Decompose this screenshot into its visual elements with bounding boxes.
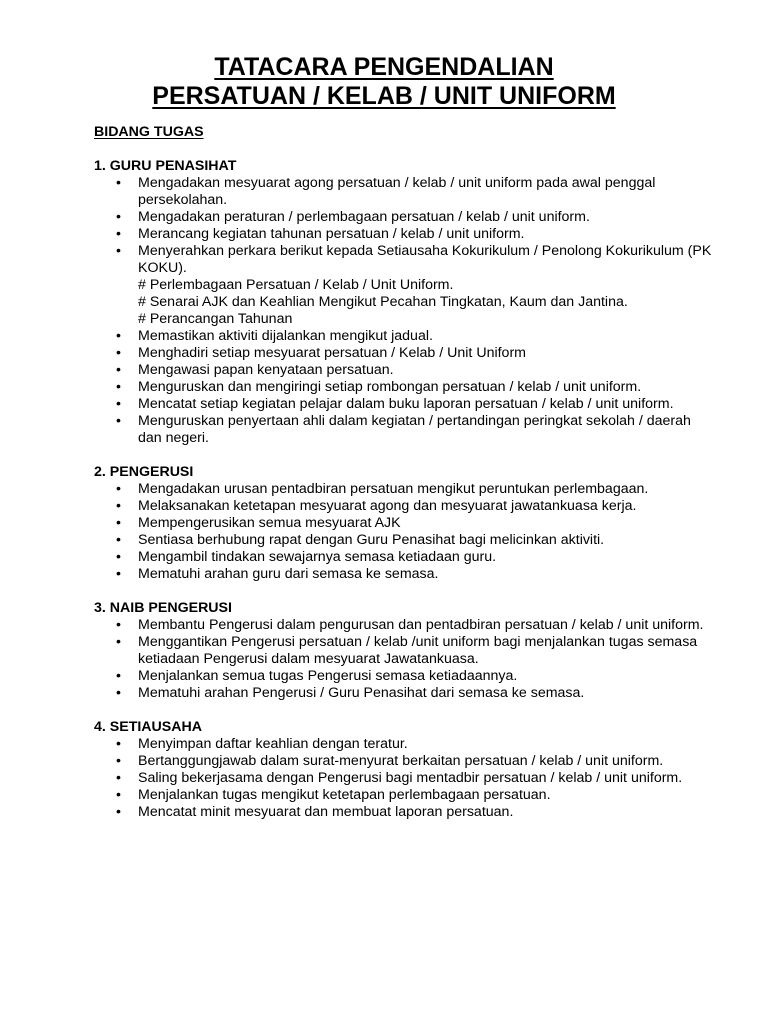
bullet-list — [94, 736, 714, 821]
bullet-icon: • — [116, 362, 121, 378]
list-item-text: Menggantikan Pengerusi persatuan / kelab /unit uniform bagi menjalankan tugas semasa ketiadaan Pengerusi dalam mesyuarat Jawatankuasa. — [138, 634, 698, 667]
list-item — [94, 736, 714, 753]
bullet-icon: • — [116, 685, 121, 701]
bullet-icon: • — [116, 396, 121, 412]
list-item-text: Menguruskan penyertaan ahli dalam kegiatan / pertandingan peringkat sekolah / daerah dan negeri. — [138, 413, 691, 446]
list-item-text: Melaksanakan ketetapan mesyuarat agong dan mesyuarat jawatankuasa kerja. — [138, 498, 637, 514]
list-item-text: Mengadakan peraturan / perlembagaan persatuan / kelab / unit uniform. — [138, 209, 590, 225]
bullet-icon: • — [116, 566, 121, 582]
list-item-text: Membantu Pengerusi dalam pengurusan dan pentadbiran persatuan / kelab / unit uniform. — [138, 617, 704, 633]
bullet-icon: • — [116, 549, 121, 565]
list-item — [94, 413, 714, 447]
bidang-tugas-heading: BIDANG TUGAS — [94, 124, 204, 140]
list-item — [94, 379, 714, 396]
bullet-icon: • — [116, 226, 121, 242]
bullet-icon: • — [116, 787, 121, 803]
list-item-text: Mengawasi papan kenyataan persatuan. — [138, 362, 394, 378]
list-item — [94, 328, 714, 345]
bullet-icon: • — [116, 243, 121, 259]
bullet-list — [94, 175, 714, 447]
list-item-text: Merancang kegiatan tahunan persatuan / kelab / unit uniform. — [138, 226, 525, 242]
bullet-icon: • — [116, 379, 121, 395]
document-title-line-2: PERSATUAN / KELAB / UNIT UNIFORM — [152, 82, 616, 110]
list-item-text: Menyerahkan perkara berikut kepada Setiausaha Kokurikulum / Penolong Kokurikulum (PK KOKU). — [138, 243, 712, 276]
list-item-text: Mematuhi arahan guru dari semasa ke semasa. — [138, 566, 439, 582]
list-item — [94, 175, 714, 209]
list-item — [94, 481, 714, 498]
list-item — [94, 804, 714, 821]
section-2 — [94, 464, 714, 583]
list-item-text: Mengambil tindakan sewajarnya semasa ketiadaan guru. — [138, 549, 497, 565]
list-item-text: Memastikan aktiviti dijalankan mengikut jadual. — [138, 328, 433, 344]
bullet-icon: • — [116, 345, 121, 361]
list-item-text: Menyimpan daftar keahlian dengan teratur. — [138, 736, 408, 752]
bullet-list — [94, 617, 714, 702]
list-item — [94, 515, 714, 532]
bullet-icon: • — [116, 668, 121, 684]
list-item — [94, 209, 714, 226]
bullet-list — [94, 481, 714, 583]
list-item-text: Menjalankan tugas mengikut ketetapan perlembagaan persatuan. — [138, 787, 551, 803]
list-item — [94, 566, 714, 583]
document-content — [94, 124, 714, 838]
list-item — [94, 787, 714, 804]
bullet-icon: • — [116, 413, 121, 429]
list-item — [94, 243, 714, 328]
bullet-icon: • — [116, 209, 121, 225]
list-item-subline: # Senarai AJK dan Keahlian Mengikut Pecahan Tingkatan, Kaum dan Jantina. — [138, 294, 628, 310]
list-item — [94, 532, 714, 549]
list-item-text: Mematuhi arahan Pengerusi / Guru Penasihat dari semasa ke semasa. — [138, 685, 585, 701]
list-item — [94, 226, 714, 243]
list-item — [94, 549, 714, 566]
list-item — [94, 498, 714, 515]
section-3 — [94, 600, 714, 702]
bullet-icon: • — [116, 753, 121, 769]
list-item-text: Menguruskan dan mengiringi setiap rombongan persatuan / kelab / unit uniform. — [138, 379, 642, 395]
list-item — [94, 668, 714, 685]
bullet-icon: • — [116, 804, 121, 820]
section-heading: 1. GURU PENASIHAT — [94, 158, 237, 174]
sections-container — [94, 158, 714, 821]
list-item — [94, 634, 714, 668]
list-item-text: Mencatat setiap kegiatan pelajar dalam buku laporan persatuan / kelab / unit uniform. — [138, 396, 674, 412]
list-item — [94, 345, 714, 362]
list-item-subline: # Perancangan Tahunan — [138, 311, 293, 327]
bullet-icon: • — [116, 175, 121, 191]
bullet-icon: • — [116, 481, 121, 497]
list-item — [94, 362, 714, 379]
section-heading: 3. NAIB PENGERUSI — [94, 600, 232, 616]
list-item-text: Mengadakan urusan pentadbiran persatuan mengikut peruntukan perlembagaan. — [138, 481, 649, 497]
bullet-icon: • — [116, 328, 121, 344]
list-item — [94, 770, 714, 787]
list-item-text: Bertanggungjawab dalam surat-menyurat berkaitan persatuan / kelab / unit uniform. — [138, 753, 664, 769]
list-item — [94, 617, 714, 634]
section-heading: 2. PENGERUSI — [94, 464, 194, 480]
bullet-icon: • — [116, 770, 121, 786]
list-item-text: Mempengerusikan semua mesyuarat AJK — [138, 515, 401, 531]
section-1 — [94, 158, 714, 447]
list-item — [94, 685, 714, 702]
list-item-text: Mengadakan mesyuarat agong persatuan / kelab / unit uniform pada awal penggal persekolahan. — [138, 175, 656, 208]
bullet-icon: • — [116, 498, 121, 514]
bullet-icon: • — [116, 617, 121, 633]
list-item-text: Sentiasa berhubung rapat dengan Guru Penasihat bagi melicinkan aktiviti. — [138, 532, 605, 548]
list-item-text: Menjalankan semua tugas Pengerusi semasa ketiadaannya. — [138, 668, 518, 684]
bullet-icon: • — [116, 634, 121, 650]
list-item-text: Mencatat minit mesyuarat dan membuat laporan persatuan. — [138, 804, 514, 820]
bullet-icon: • — [116, 736, 121, 752]
document-title-line-1: TATACARA PENGENDALIAN — [214, 53, 554, 81]
bullet-icon: • — [116, 515, 121, 531]
list-item-subline: # Perlembagaan Persatuan / Kelab / Unit Uniform. — [138, 277, 454, 293]
list-item — [94, 396, 714, 413]
list-item — [94, 753, 714, 770]
section-4 — [94, 719, 714, 821]
section-heading: 4. SETIAUSAHA — [94, 719, 202, 735]
bullet-icon: • — [116, 532, 121, 548]
list-item-text: Menghadiri setiap mesyuarat persatuan / Kelab / Unit Uniform — [138, 345, 526, 361]
list-item-text: Saling bekerjasama dengan Pengerusi bagi mentadbir persatuan / kelab / unit uniform. — [138, 770, 683, 786]
